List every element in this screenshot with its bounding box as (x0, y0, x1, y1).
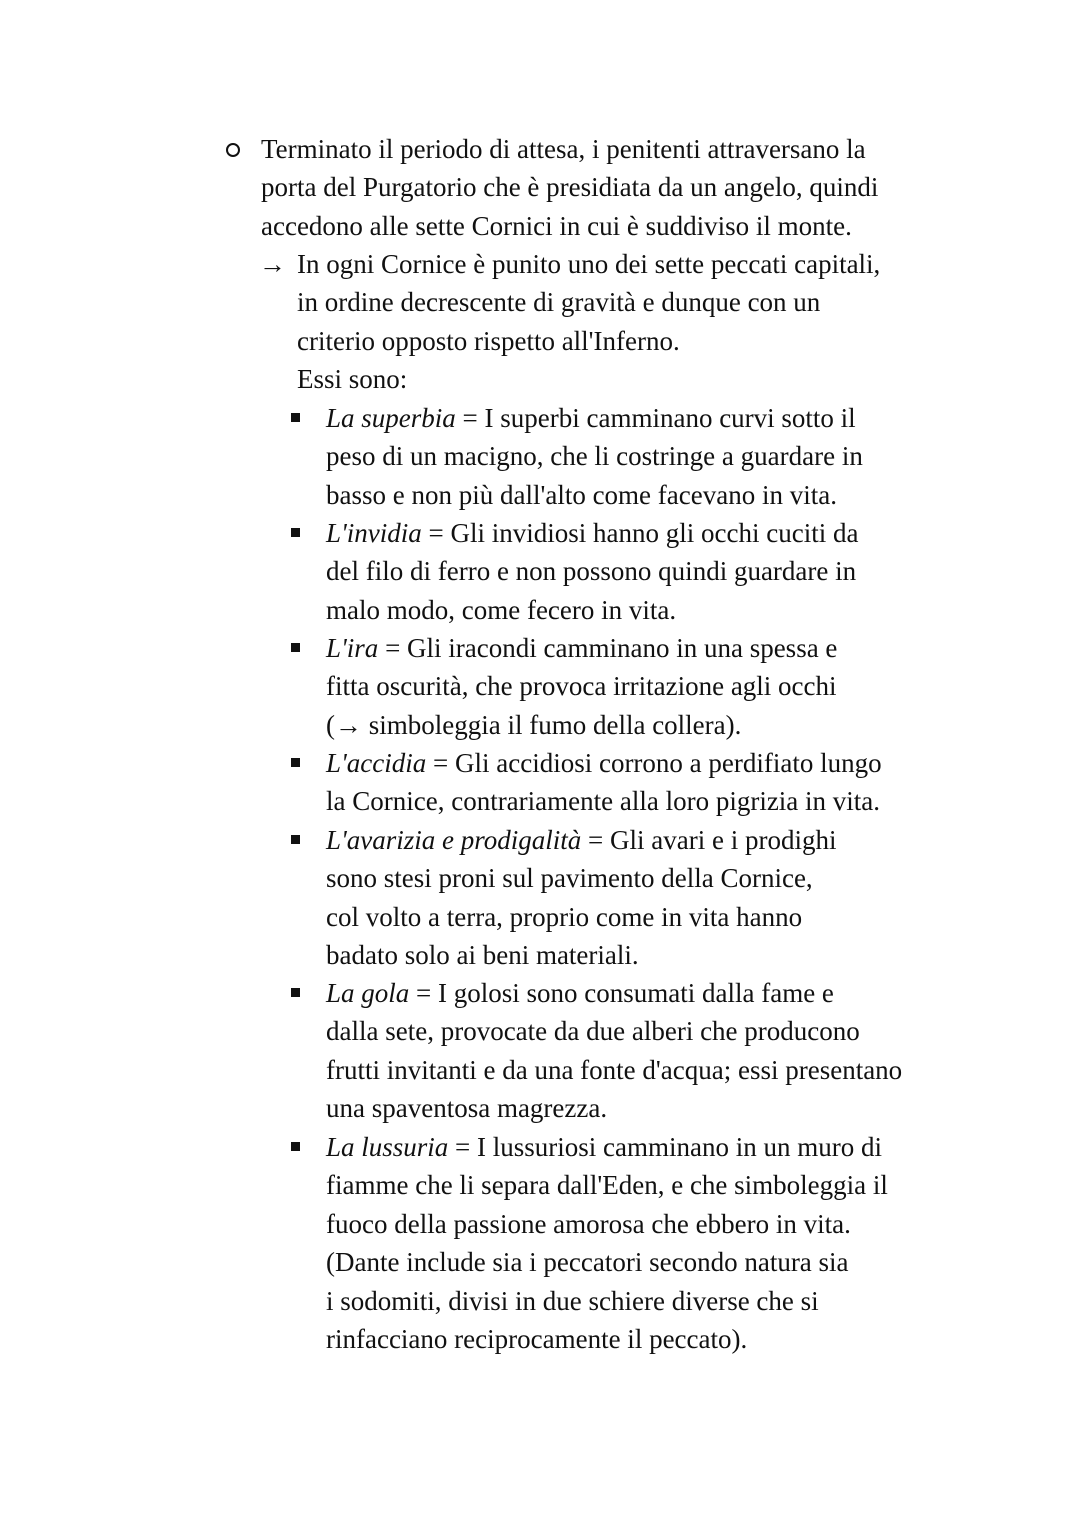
square-bullet-icon (291, 835, 300, 844)
sin-term: La gola (326, 978, 410, 1008)
square-bullet-icon (291, 528, 300, 537)
sin-description: = Gli invidiosi hanno gli occhi cuciti da del filo di ferro e non possono quindi guardare in malo modo, come fecero in vita. (326, 518, 859, 625)
sin-item-lussuria (326, 1128, 1016, 1358)
intro-paragraph: Terminato il periodo di attesa, i penitenti attraversano la porta del Purgatorio che è presidiata da un angelo, quindi accedono alle sette Cornici in cui è suddiviso il monte. (261, 134, 879, 241)
sin-item-accidia (326, 744, 1016, 821)
sin-item-avarizia (326, 821, 1016, 975)
sin-item-invidia (326, 514, 1016, 629)
sin-item-gola (326, 974, 1016, 1128)
sin-term: L'accidia (326, 748, 427, 778)
sin-term: L'avarizia e prodigalità (326, 825, 582, 855)
square-bullet-icon (291, 1142, 300, 1151)
right-arrow-icon: → (259, 249, 286, 279)
sin-description: = I lussuriosi camminano in un muro di fiamme che li separa dall'Eden, e che simboleggia il fuoco della passione amorosa che ebbero in vita. (Dante include sia i peccatori secondo natura sia i sodomiti, divisi in due schiere diverse che si rinfacciano reciprocamente il peccato). (326, 1132, 888, 1355)
circle-bullet-icon (226, 143, 240, 157)
sin-item-superbia (326, 399, 1016, 514)
sin-description: = Gli accidiosi corrono a perdifiato lungo la Cornice, contrariamente alla loro pigrizia in vita. (326, 748, 882, 817)
sub-paragraph: In ogni Cornice è punito uno dei sette peccati capitali, in ordine decrescente di gravità e dunque con un criterio opposto rispetto all'Inferno. Essi sono: (297, 249, 881, 395)
sin-term: La lussuria (326, 1132, 449, 1162)
sin-description: = Gli avari e i prodighi sono stesi proni sul pavimento della Cornice, col volto a terra, proprio come in vita hanno badato solo ai beni materiali. (326, 825, 837, 971)
sin-term: La superbia (326, 403, 456, 433)
square-bullet-icon (291, 988, 300, 997)
sin-description: = Gli iracondi camminano in una spessa e fitta oscurità, che provoca irritazione agli occhi (→ simboleggia il fumo della collera). (326, 633, 838, 740)
sin-description: = I golosi sono consumati dalla fame e dalla sete, provocate da due alberi che producono frutti invitanti e da una fonte d'acqua; essi presentano una spaventosa magrezza. (326, 978, 903, 1124)
square-bullet-icon (291, 413, 300, 422)
square-bullet-icon (291, 758, 300, 767)
sin-term: L'ira (326, 633, 379, 663)
sin-item-ira (326, 629, 1016, 744)
square-bullet-icon (291, 643, 300, 652)
sin-description: = I superbi camminano curvi sotto il peso di un macigno, che li costringe a guardare in basso e non più dall'alto come facevano in vita. (326, 403, 863, 510)
sin-term: L'invidia (326, 518, 422, 548)
